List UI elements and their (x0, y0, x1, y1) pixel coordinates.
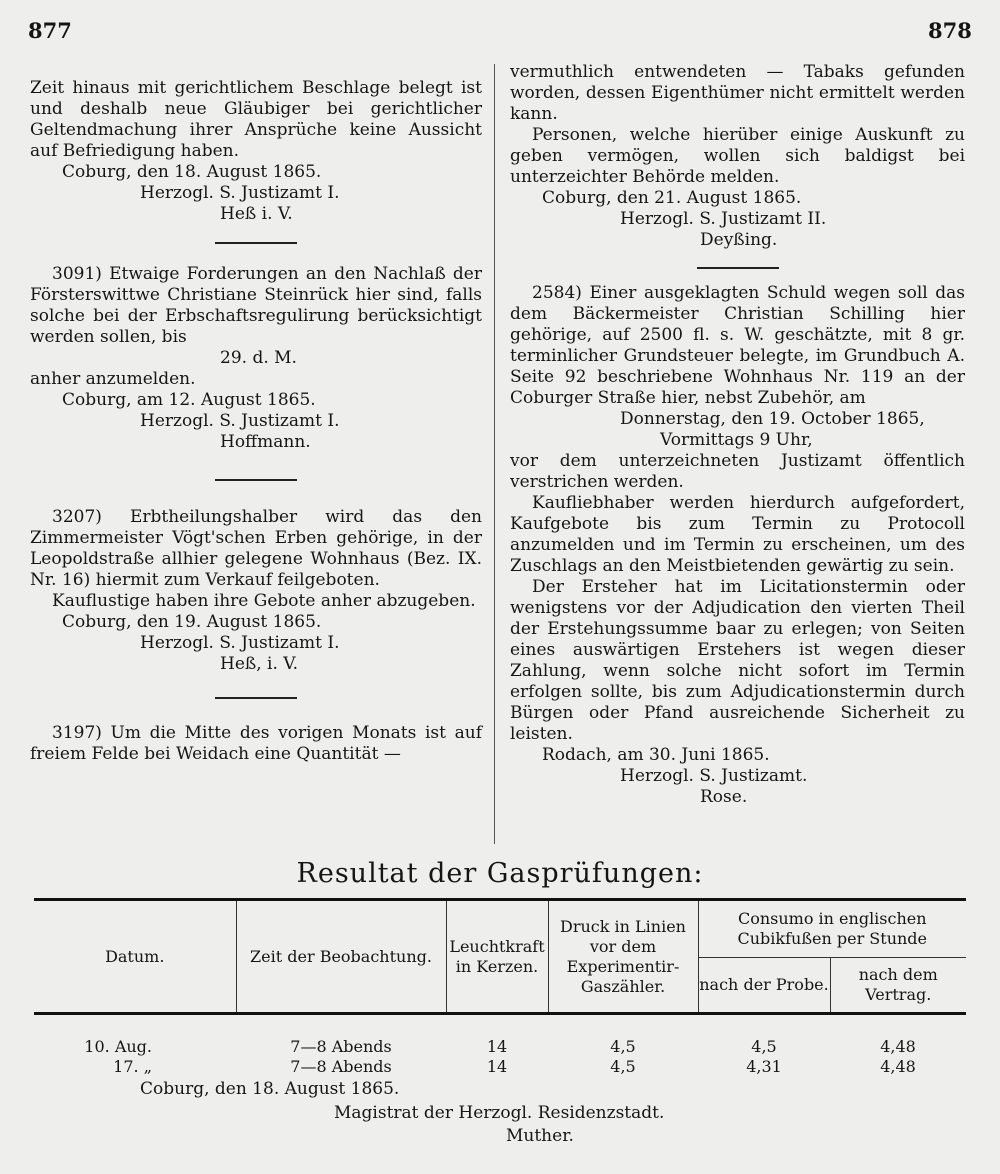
notice-2584-text3: Der Ersteher hat im Licitationstermin oder wenigstens vor der Adjudication den vierten Theil der Erstehungssumme baar zu erlegen; von Seiten eines auswärtigen Erstehers ist wegen dieser Zahlung, wenn solche nicht sofort im Termin erfolgen sollte, bis zum Adjudicationstermin durch Bürgen oder Pfand ausreichende Sicherheit zu leisten. (510, 577, 965, 744)
cell-probe: 4,31 (746, 1057, 782, 1076)
continuation-text: vermuthlich entwendeten — Tabaks gefunden worden, dessen Eigenthümer nicht ermittelt werden kann. (510, 62, 965, 124)
continuation-place-date: Coburg, den 18. August 1865. (62, 162, 322, 182)
table-row (34, 1057, 966, 1077)
cell-time: 7—8 Abends (290, 1057, 392, 1076)
notice-2584-date-line: Donnerstag, den 19. October 1865, (620, 409, 925, 429)
continuation-text: Zeit hinaus mit gerichtlichem Beschlage belegt ist und deshalb neue Gläubiger bei gerichtlicher Geltendmachung ihrer Ansprüche keine Aussicht auf Befriedigung haben. (30, 78, 482, 161)
continuation-signature: Deyßing. (700, 230, 778, 250)
page-number-left: 877 (28, 18, 72, 43)
notice-3207-place-date: Coburg, den 19. August 1865. (62, 612, 322, 632)
footer-signature: Muther. (506, 1126, 574, 1146)
page-number-right: 878 (928, 18, 972, 43)
cell-light: 14 (446, 1014, 548, 1058)
gas-table-title: Resultat der Gasprüfungen: (296, 858, 704, 889)
continuation-place-date: Coburg, den 21. August 1865. (542, 188, 802, 208)
header-consumo: Consumo in englischen Cubikfußen per Stunde (698, 900, 966, 958)
notice-2584-text-after: vor dem unterzeichneten Justizamt öffentlich verstrichen werden. (510, 451, 965, 492)
separator-rule (215, 697, 297, 699)
header-consumo-probe: nach der Probe. (698, 958, 830, 1014)
cell-date: 17. „ (113, 1057, 152, 1076)
cell-vertrag: 4,48 (830, 1014, 966, 1058)
notice-2584-text2: Kaufliebhaber werden hierdurch aufgefordert, Kaufgebote bis zum Termin zu Protocoll anzumelden und im Termin zu erscheinen, um des Zuschlags an den Meistbietenden gewärtig zu sein. (510, 493, 965, 576)
header-light: Leuchtkraft in Kerzen. (446, 900, 548, 1014)
notice-3091-place-date: Coburg, am 12. August 1865. (62, 390, 316, 410)
separator-rule (215, 242, 297, 244)
notice-3197-text: 3197) Um die Mitte des vorigen Monats ist auf freiem Felde bei Weidach eine Quantität — (30, 723, 482, 764)
notice-2584-signature: Rose. (700, 787, 748, 807)
gas-results-table (34, 898, 966, 1077)
cell-vertrag: 4,48 (880, 1057, 916, 1076)
footer-place-date: Coburg, den 18. August 1865. (140, 1079, 400, 1099)
notice-3207-signature: Heß, i. V. (220, 654, 299, 674)
header-pressure: Druck in Linien vor dem Experimentir-Gaszähler. (548, 900, 698, 1014)
left-column (30, 78, 482, 765)
notice-2584-authority: Herzogl. S. Justizamt. (620, 766, 808, 786)
notice-3207-authority: Herzogl. S. Justizamt I. (140, 633, 340, 653)
table-row (34, 1014, 966, 1058)
separator-rule (697, 267, 779, 269)
continuation-signature: Heß i. V. (220, 204, 293, 224)
notice-3091-deadline: 29. d. M. (220, 348, 297, 368)
header-consumo-vertrag: nach dem Vertrag. (830, 958, 966, 1014)
continuation-authority: Herzogl. S. Justizamt I. (140, 183, 340, 203)
right-column (510, 62, 965, 808)
footer-authority: Magistrat der Herzogl. Residenzstadt. (334, 1103, 665, 1123)
cell-date: 10. Aug. (34, 1014, 236, 1058)
separator-rule (215, 479, 297, 481)
cell-light: 14 (486, 1057, 508, 1076)
cell-pressure: 4,5 (610, 1057, 636, 1076)
notice-3207-text: 3207) Erbtheilungshalber wird das den Zimmermeister Vögt'schen Erben gehörige, in der Leopoldstraße allhier gelegene Wohnhaus (Bez. IX. Nr. 16) hiermit zum Verkauf feilgeboten. (30, 507, 482, 590)
notice-3091-closing: anher anzumelden. (30, 369, 196, 389)
header-time: Zeit der Beobachtung. (236, 900, 446, 1014)
cell-pressure: 4,5 (548, 1014, 698, 1058)
notice-2584-place-date: Rodach, am 30. Juni 1865. (542, 745, 770, 765)
header-date: Datum. (34, 900, 236, 1014)
cell-time: 7—8 Abends (236, 1014, 446, 1058)
notice-3091-signature: Hoffmann. (220, 432, 311, 452)
notice-2584-text: 2584) Einer ausgeklagten Schuld wegen soll das dem Bäckermeister Christian Schilling hier gehörige, auf 2500 fl. s. W. geschätzte, mit 8 gr. terminlicher Grundsteuer belegte, im Grundbuch A. Seite 92 beschriebene Wohnhaus Nr. 119 an der Coburger Straße hier, nebst Zubehör, am (510, 283, 965, 408)
notice-3207-text2: Kauflustige haben ihre Gebote anher abzugeben. (52, 591, 476, 611)
notice-3091-text: 3091) Etwaige Forderungen an den Nachlaß der Försterswittwe Christiane Steinrück hier sind, falls solche bei der Erbschaftsregulirung berücksichtigt werden sollen, bis (30, 264, 482, 347)
continuation-text2: Personen, welche hierüber einige Auskunft zu geben vermögen, wollen sich baldigst bei unterzeichter Behörde melden. (510, 125, 965, 187)
notice-2584-time-line: Vormittags 9 Uhr, (660, 430, 813, 450)
notice-3091-authority: Herzogl. S. Justizamt I. (140, 411, 340, 431)
cell-probe: 4,5 (698, 1014, 830, 1058)
column-divider (494, 64, 495, 844)
continuation-authority: Herzogl. S. Justizamt II. (620, 209, 827, 229)
